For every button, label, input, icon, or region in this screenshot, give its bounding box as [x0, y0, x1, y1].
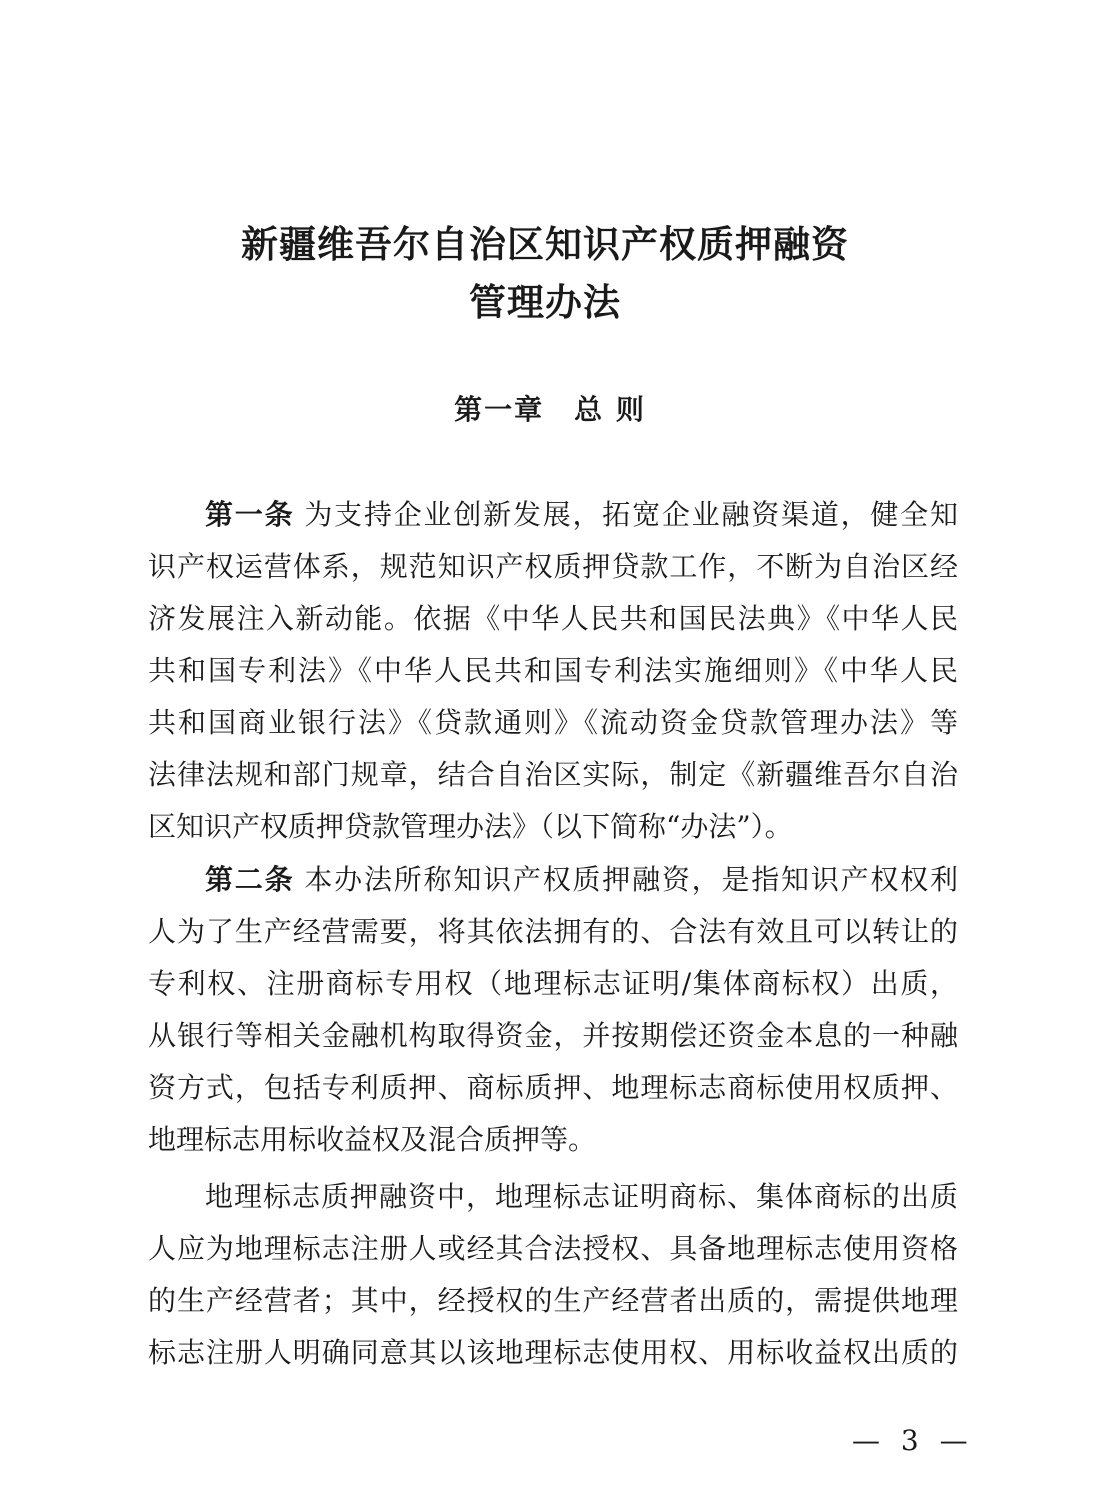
paragraph-3-line: 的生产经营者；其中，经授权的生产经营者出质的，需提供地理 [148, 1284, 958, 1317]
article-1-line: 共和国专利法》《中华人民共和国专利法实施细则》《中华人民 [148, 654, 958, 687]
article-1-line: 识产权运营体系，规范知识产权质押贷款工作，不断为自治区经 [148, 550, 958, 583]
article-2-line: 人为了生产经营需要，将其依法拥有的、合法有效且可以转让的 [148, 915, 958, 948]
paragraph-3-line: 地理标志质押融资中，地理标志证明商标、集体商标的出质 [205, 1180, 958, 1213]
article-2-line: 专利权、注册商标专用权（地理标志证明/集体商标权）出质， [148, 967, 958, 1000]
article-2-line: 从银行等相关金融机构取得资金，并按期偿还资金本息的一种融 [148, 1019, 958, 1052]
page-number: — 3 — [852, 1424, 974, 1457]
paragraph-3-line: 人应为地理标志注册人或经其合法授权、具备地理标志使用资格 [148, 1232, 958, 1265]
article-2-line: 第二条 本办法所称知识产权质押融资，是指知识产权权利 [205, 863, 958, 896]
paragraph-3-line: 标志注册人明确同意其以该地理标志使用权、用标收益权出质的 [148, 1336, 958, 1369]
article-1-line: 第一条 为支持企业创新发展，拓宽企业融资渠道，健全知 [205, 498, 958, 531]
article-2-line: 地理标志用标收益权及混合质押等。 [148, 1123, 597, 1156]
article-1-line: 济发展注入新动能。依据《中华人民共和国民法典》《中华人民 [148, 602, 958, 635]
document-title-line2: 管理办法 [469, 280, 621, 324]
article-2-label: 第二条 [205, 863, 295, 896]
article-2-line: 资方式，包括专利质押、商标质押、地理标志商标使用权质押、 [148, 1071, 958, 1104]
document-title-line1: 新疆维吾尔自治区知识产权质押融资 [241, 222, 849, 266]
article-1-line: 共和国商业银行法》《贷款通则》《流动资金贷款管理办法》等 [148, 706, 958, 739]
chapter-heading: 第一章 总 则 [454, 393, 646, 426]
article-1-line: 法律法规和部门规章，结合自治区实际，制定《新疆维吾尔自治 [148, 758, 958, 791]
article-1-line: 区知识产权质押贷款管理办法》（以下简称“办法”）。 [148, 810, 793, 843]
article-1-label: 第一条 [205, 498, 295, 531]
